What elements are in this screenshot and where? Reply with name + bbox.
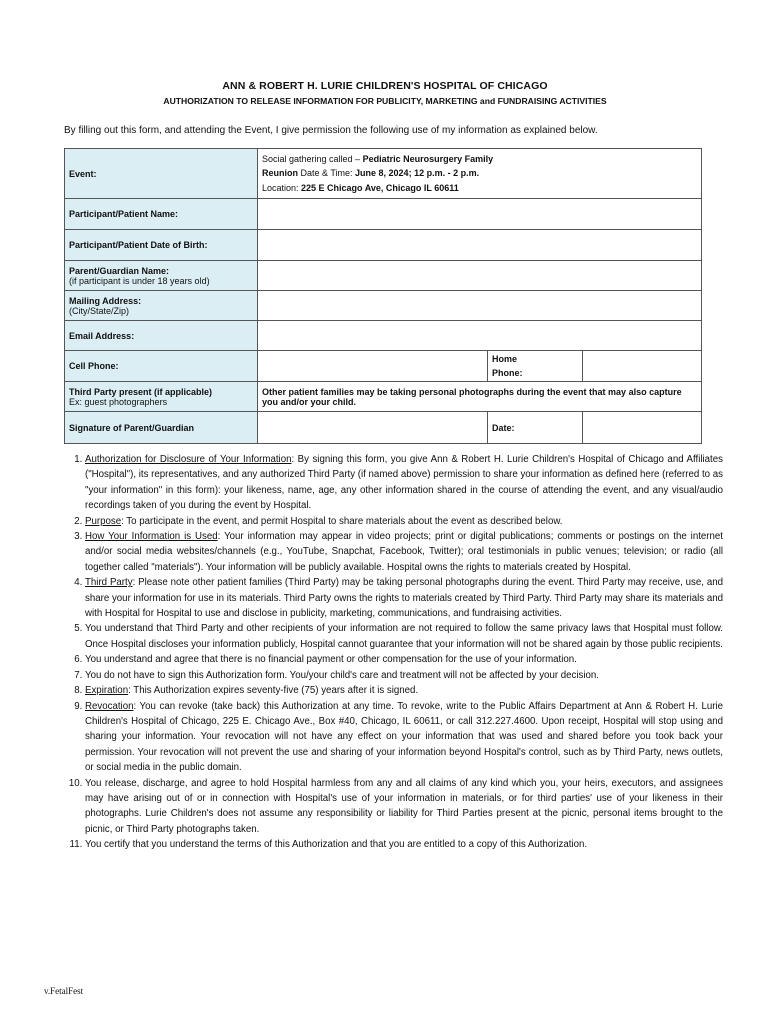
list-item: 9. Revocation: You can revoke (take back) this Authorization at any time. To revoke, write to the Public Affairs Department at Ann & Robert H. Lurie Children's Hospital of Chicago, 225 E. Chicago Ave., Box #40, Chicago, IL 60611, or call 312.227.4600. Upon receipt, Hospital will stop using and sharing your information. Your revocation will not have any effect on your information that was used and shared before you took back your permission. Your revocation will not prevent the use and sharing of your information beyond Hospital's control, such as by Third Party, news outlets, or social media in the public domain. [85,699,723,776]
version-footer: v.FetalFest [44,986,84,996]
list-item: 4. Third Party: Please note other patient families (Third Party) may be taking personal photographs during the event. Third Party may receive, use, and share your information for use in its materials. Third Party owns the rights to materials created by Third Party. Third Party may share its materials and with Hospital for Hospital to use and disclose in publicity, marketing, communications, and fundraising activities. [85,575,723,621]
third-party-value: Other patient families may be taking personal photographs during the event that may also capture you and/or your child. [258,382,702,412]
third-party-label: Third Party present (if applicable) Ex: guest photographers [65,382,258,412]
signature-label: Signature of Parent/Guardian [65,412,258,444]
cell-phone-field[interactable] [258,351,488,382]
participant-name-field[interactable] [258,199,702,230]
list-item: 10. You release, discharge, and agree to hold Hospital harmless from any and all claims of any kind which you, your heirs, executors, and assignees may have arising out of or in connection with Hospital's use of your information in materials, or for third parties' use of your likeness in their photographs. Lurie Children's does not assume any responsibility or liability for Third Parties present at the picnic, personal items brought to the picnic, or Third Party photographs taken. [85,776,723,838]
intro-text: By filling out this form, and attending the Event, I give permission the following use of my information as explained below. [64,125,598,136]
guardian-name-field[interactable] [258,261,702,291]
participant-dob-field[interactable] [258,230,702,261]
mailing-address-field[interactable] [258,291,702,321]
event-value: Social gathering called – Pediatric Neurosurgery Family Reunion Date & Time: June 8, 2024; 12 p.m. - 2 p.m. Location: 225 E Chicago Ave, Chicago IL 60611 [258,149,702,199]
list-item: 5. You understand that Third Party and other recipients of your information are not required to follow the same privacy laws that Hospital must follow. Once Hospital discloses your information publicly, Hospital cannot guarantee that your information will not be shared again by those public recipients. [85,621,723,652]
event-label: Event: [65,149,258,199]
list-item: 6. You understand and agree that there is no financial payment or other compensation for the use of your information. [85,652,723,667]
list-item: 1. Authorization for Disclosure of Your Information: By signing this form, you give Ann & Robert H. Lurie Children's Hospital of Chicago and Affiliates ("Hospital"), its representatives, and any authorized Third Party (if named above) permission to share your information as defined here (referred to as "your information" in this form): your likeness, name, age, any other information shared in the course of attending the event, and any visual/audio recordings taken of you during the event by Hospital. [85,452,723,514]
page-subtitle: AUTHORIZATION TO RELEASE INFORMATION FOR PUBLICITY, MARKETING and FUNDRAISING ACTIVITIES [163,96,607,106]
date-field[interactable] [583,412,702,444]
signature-field[interactable] [258,412,488,444]
list-item: 2. Purpose: To participate in the event, and permit Hospital to share materials about the event as described below. [85,514,723,529]
list-item: 8. Expiration: This Authorization expires seventy-five (75) years after it is signed. [85,683,723,698]
list-item: 3. How Your Information is Used: Your information may appear in video projects; print or digital publications; comments or postings on the internet and/or social media websites/channels (e.g., YouTube, Snapchat, Facebook, Twitter); oral testimonials in public venues; television; or radio (all together called "materials"). Your information will be publicly available. Hospital owns the rights to materials created by Hospital. [85,529,723,575]
home-phone-field[interactable] [583,351,702,382]
participant-name-label: Participant/Patient Name: [65,199,258,230]
cell-phone-label: Cell Phone: [65,351,258,382]
home-phone-label: Home Phone: [488,351,583,382]
list-item: 7. You do not have to sign this Authorization form. You/your child's care and treatment will not be affected by your decision. [85,668,723,683]
participant-dob-label: Participant/Patient Date of Birth: [65,230,258,261]
email-label: Email Address: [65,321,258,351]
authorization-form-table [64,148,702,444]
guardian-name-label: Parent/Guardian Name: (if participant is under 18 years old) [65,261,258,291]
page-title: ANN & ROBERT H. LURIE CHILDREN'S HOSPITAL OF CHICAGO [222,80,548,92]
terms-list [64,452,723,853]
mailing-address-label: Mailing Address: (City/State/Zip) [65,291,258,321]
list-item: 11. You certify that you understand the terms of this Authorization and that you are entitled to a copy of this Authorization. [85,837,723,852]
date-label: Date: [488,412,583,444]
email-field[interactable] [258,321,702,351]
